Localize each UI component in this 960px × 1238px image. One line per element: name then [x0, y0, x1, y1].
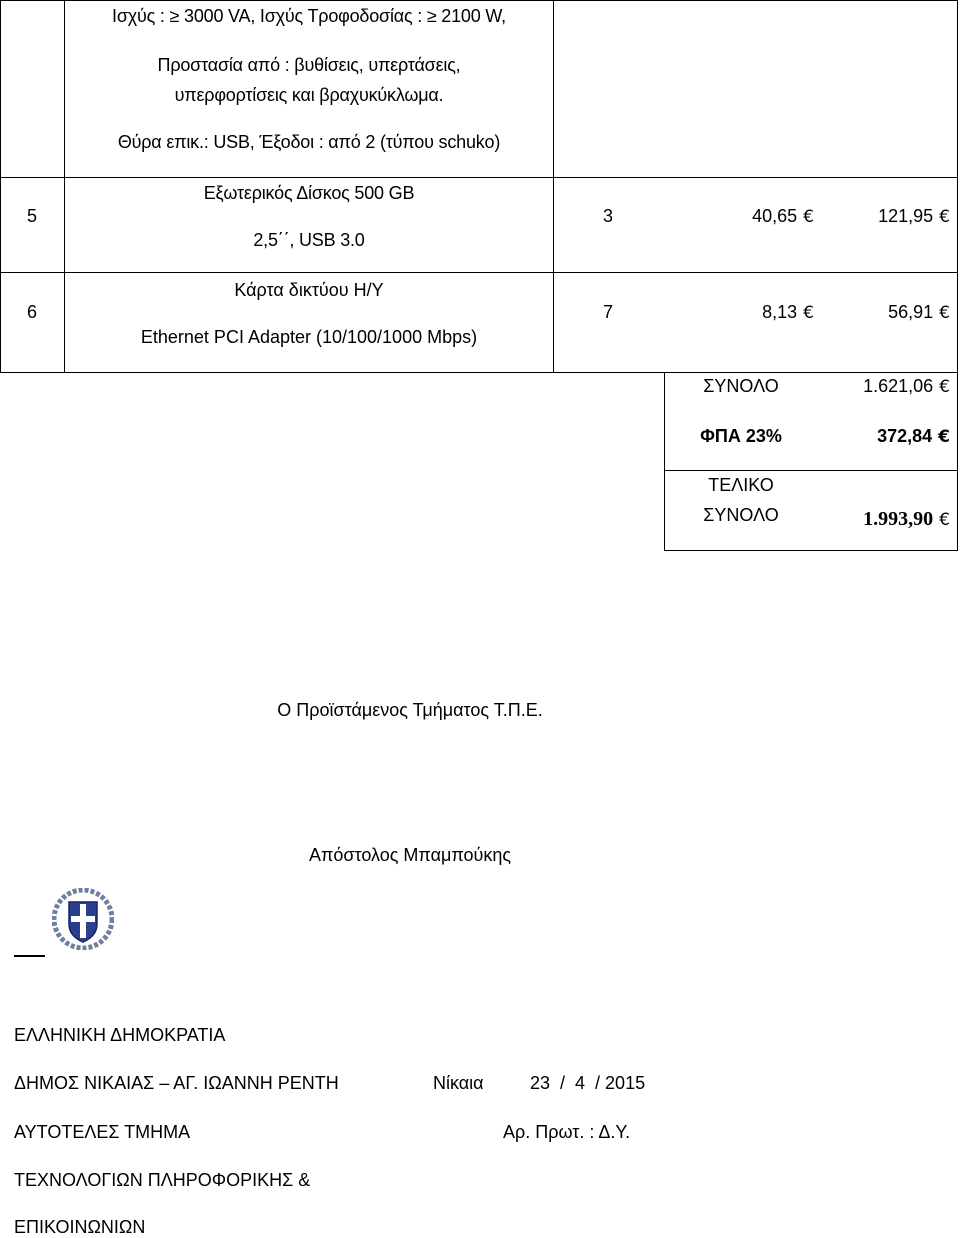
final-total-label-line2: ΣΥΝΟΛΟ	[703, 505, 779, 525]
item-5-unit-price: 40,65 €	[752, 206, 814, 227]
sum-value: 1.621,06 €	[863, 376, 950, 397]
department-line2: ΤΕΧΝΟΛΟΓΙΩΝ ΠΛΗΡΟΦΟΡΙΚΗΣ &	[14, 1170, 311, 1190]
euro-icon: €	[939, 377, 950, 397]
totals-bottom-border	[664, 550, 958, 551]
signatory-name: Απόστολος Μπαμπούκης	[308, 845, 512, 865]
protocol-number: Αρ. Πρωτ. : Δ.Υ.	[503, 1122, 631, 1142]
table-bottom-border	[0, 372, 958, 373]
emblem-underline	[14, 955, 45, 957]
item-4-desc-line1: Ισχύς : ≥ 3000 VA, Ισχύς Τροφοδοσίας : ≥ 2100 W,	[112, 6, 506, 26]
table-right-border	[957, 0, 958, 550]
municipality-name: ΔΗΜΟΣ ΝΙΚΑΙΑΣ – ΑΓ. ΙΩΑΝΝΗ ΡΕΝΤΗ	[14, 1073, 339, 1093]
item-5-number: 5	[26, 206, 37, 226]
item-5-total: 121,95 €	[878, 206, 950, 227]
vat-label: ΦΠΑ 23%	[700, 426, 782, 446]
euro-icon: €	[803, 303, 814, 323]
totals-divider	[664, 470, 958, 471]
row-divider-4-5	[0, 177, 958, 178]
euro-icon: €	[939, 207, 950, 227]
row-divider-5-6	[0, 272, 958, 273]
item-6-total: 56,91 €	[888, 302, 950, 323]
item-5-desc-line2: 2,5΄΄, USB 3.0	[253, 230, 365, 250]
euro-icon: €	[939, 303, 950, 323]
place-name: Νίκαια	[433, 1073, 484, 1093]
item-4-desc-line3: υπερφορτίσεις και βραχυκύκλωμα.	[174, 85, 444, 105]
final-total-label-line1: ΤΕΛΙΚΟ	[708, 475, 774, 495]
greek-coat-of-arms-emblem-icon	[52, 888, 114, 950]
item-6-desc-line1: Κάρτα δικτύου Η/Υ	[234, 280, 384, 300]
signatory-role: Ο Προϊστάμενος Τμήματος Τ.Π.Ε.	[277, 700, 543, 720]
item-6-desc-line2: Ethernet PCI Adapter (10/100/1000 Mbps)	[140, 327, 478, 347]
item-5-desc-line1: Εξωτερικός Δίσκος 500 GB	[203, 183, 415, 203]
euro-icon: €	[939, 510, 950, 530]
item-6-unit-price: 8,13 €	[762, 302, 814, 323]
department-line1: ΑΥΤΟΤΕΛΕΣ ΤΜΗΜΑ	[14, 1122, 191, 1142]
item-5-quantity: 3	[603, 206, 614, 226]
euro-icon: €	[803, 207, 814, 227]
item-6-number: 6	[26, 302, 37, 322]
item-4-desc-line4: Θύρα επικ.: USB, Έξοδοι : από 2 (τύπου schuko)	[117, 132, 501, 152]
republic-title: ΕΛΛΗΝΙΚΗ ΔΗΜΟΚΡΑΤΙΑ	[14, 1025, 226, 1045]
euro-icon: €	[938, 427, 950, 447]
item-4-desc-line2: Προστασία από : βυθίσεις, υπερτάσεις,	[157, 55, 461, 75]
final-total-value: 1.993,90 €	[863, 508, 950, 530]
emblem-svg	[52, 888, 114, 950]
item-6-quantity: 7	[603, 302, 614, 322]
table-top-border	[0, 0, 958, 1]
vat-value: 372,84 €	[877, 426, 950, 447]
document-date: 23 / 4 / 2015	[530, 1073, 646, 1093]
department-line3: ΕΠΙΚΟΙΝΩΝΙΩΝ	[14, 1217, 146, 1237]
sum-label: ΣΥΝΟΛΟ	[703, 376, 779, 396]
